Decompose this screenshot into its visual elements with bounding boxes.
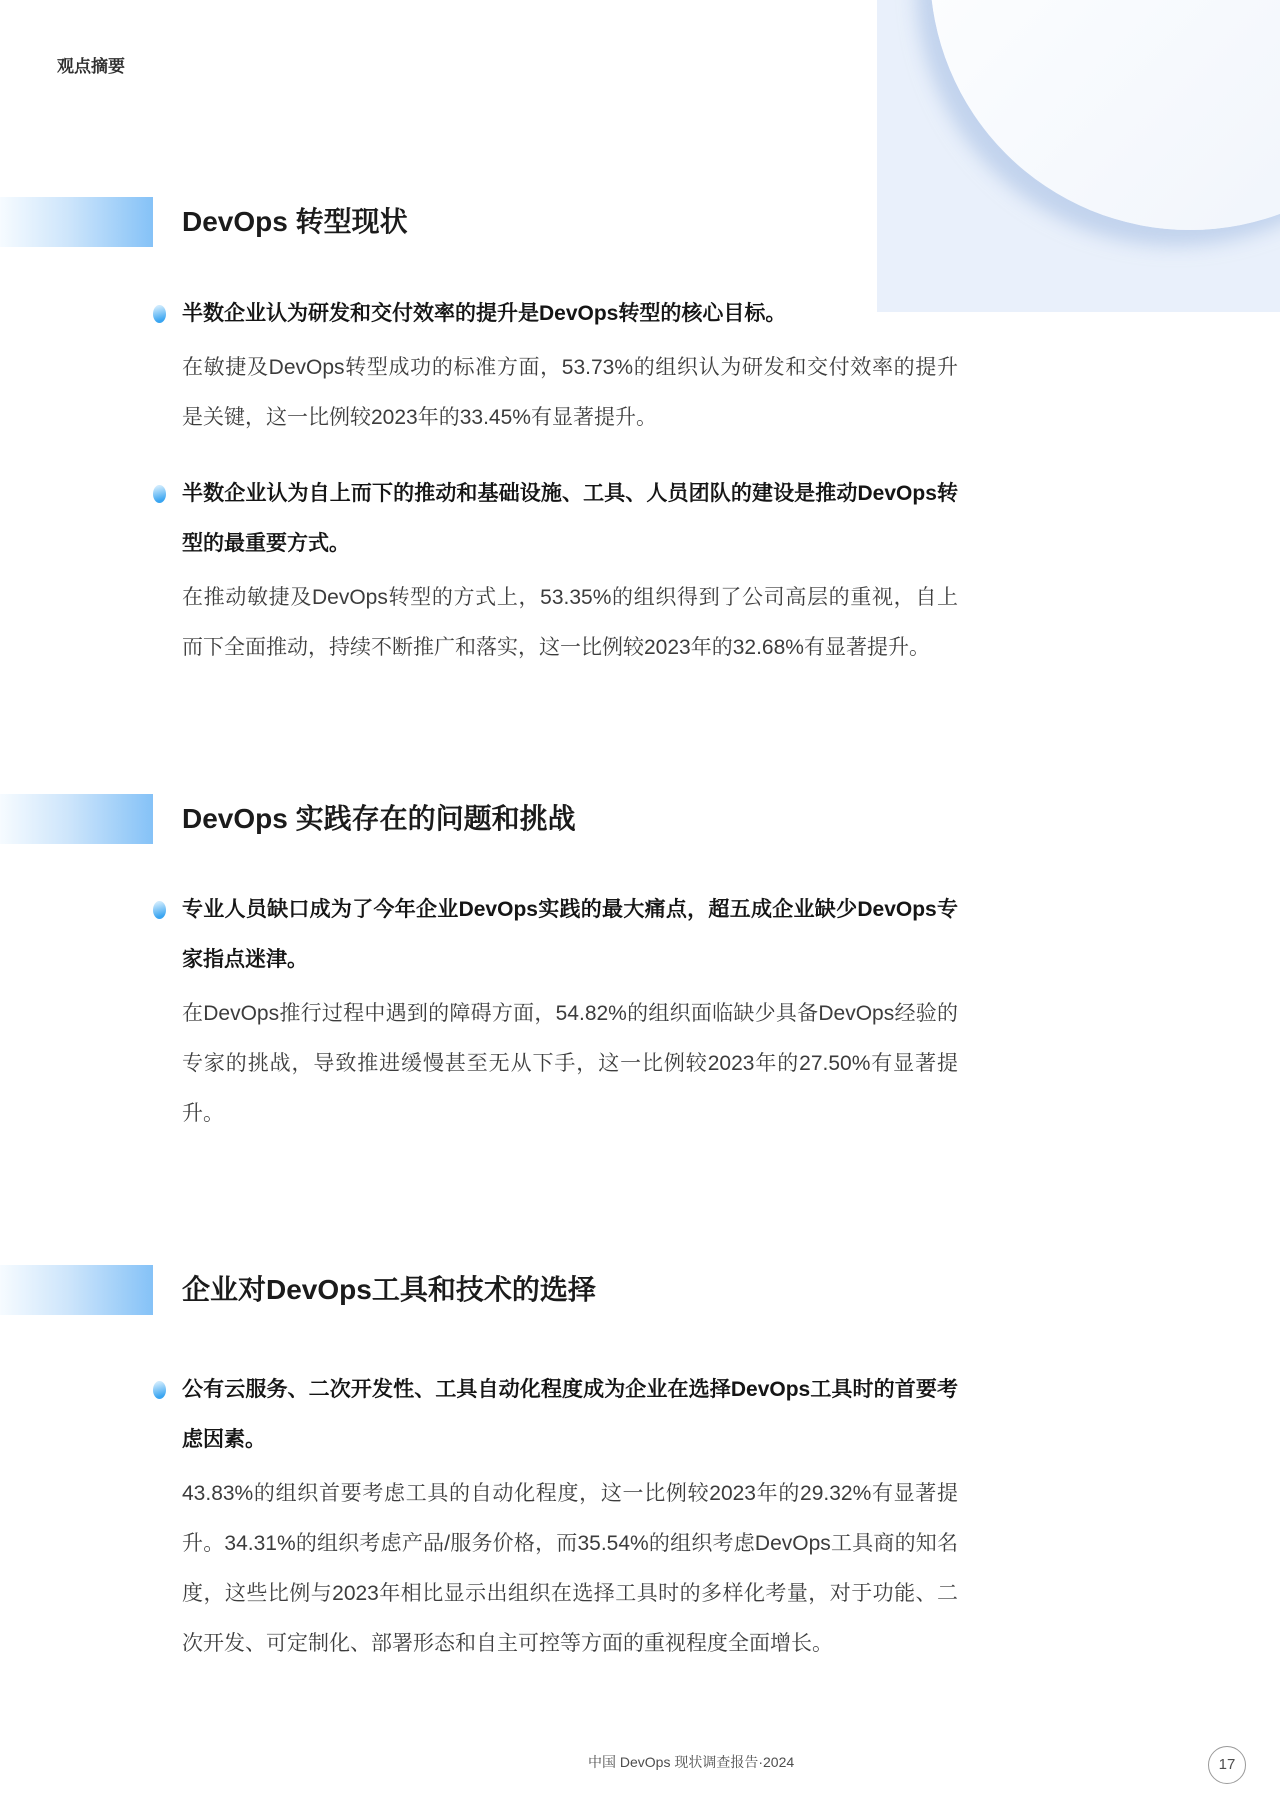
bullet-list (153, 1365, 958, 1669)
page-eyebrow: 观点摘要 (57, 57, 125, 76)
bullet-item (153, 289, 958, 443)
section-accent-bar (0, 1265, 153, 1315)
section-header (0, 794, 1280, 844)
footer-report-title: 中国 DevOps 现状调查报告·2024 (588, 1754, 795, 1770)
section-devops-challenges (0, 794, 1280, 1139)
bullet-dot-icon (153, 305, 166, 323)
bullet-list (153, 885, 958, 1139)
section-accent-bar (0, 794, 153, 844)
bullet-body: 43.83%的组织首要考虑工具的自动化程度，这一比例较2023年的29.32%有显著提升。34.31%的组织考虑产品/服务价格，而35.54%的组织考虑DevOps工具商的知名度，这些比例与2023年相比显示出组织在选择工具时的多样化考量，对于功能、二次开发、可定制化、部署形态和自主可控等方面的重视程度全面增长。 (182, 1482, 958, 1655)
section-header (0, 197, 1280, 247)
section-devops-tools-selection (0, 1265, 1280, 1669)
decor-circle (930, 0, 1280, 230)
bullet-dot-icon (153, 485, 166, 503)
bullet-heading: 半数企业认为研发和交付效率的提升是DevOps转型的核心目标。 (182, 302, 787, 325)
bullet-item (153, 469, 958, 673)
bullet-body: 在敏捷及DevOps转型成功的标准方面，53.73%的组织认为研发和交付效率的提升是关键，这一比例较2023年的33.45%有显著提升。 (182, 356, 958, 429)
section-title: DevOps 实践存在的问题和挑战 (182, 803, 576, 834)
section-title: DevOps 转型现状 (182, 206, 408, 237)
bullet-heading: 公有云服务、二次开发性、工具自动化程度成为企业在选择DevOps工具时的首要考虑因素。 (182, 1378, 958, 1451)
section-accent-bar (0, 197, 153, 247)
page-number-badge: 17 (1208, 1746, 1246, 1784)
section-header (0, 1265, 1280, 1315)
bullet-body: 在推动敏捷及DevOps转型的方式上，53.35%的组织得到了公司高层的重视，自上而下全面推动，持续不断推广和落实，这一比例较2023年的32.68%有显著提升。 (182, 586, 958, 659)
bullet-item (153, 1365, 958, 1669)
bullet-dot-icon (153, 901, 166, 919)
bullet-list (153, 289, 958, 673)
bullet-dot-icon (153, 1381, 166, 1399)
section-devops-transformation (0, 197, 1280, 673)
bullet-heading: 专业人员缺口成为了今年企业DevOps实践的最大痛点，超五成企业缺少DevOps专家指点迷津。 (182, 898, 958, 971)
bullet-heading: 半数企业认为自上而下的推动和基础设施、工具、人员团队的建设是推动DevOps转型的最重要方式。 (182, 482, 958, 555)
section-title: 企业对DevOps工具和技术的选择 (182, 1274, 596, 1305)
bullet-body: 在DevOps推行过程中遇到的障碍方面，54.82%的组织面临缺少具备DevOps经验的专家的挑战，导致推进缓慢甚至无从下手，这一比例较2023年的27.50%有显著提升。 (182, 1002, 958, 1125)
bullet-item (153, 885, 958, 1139)
